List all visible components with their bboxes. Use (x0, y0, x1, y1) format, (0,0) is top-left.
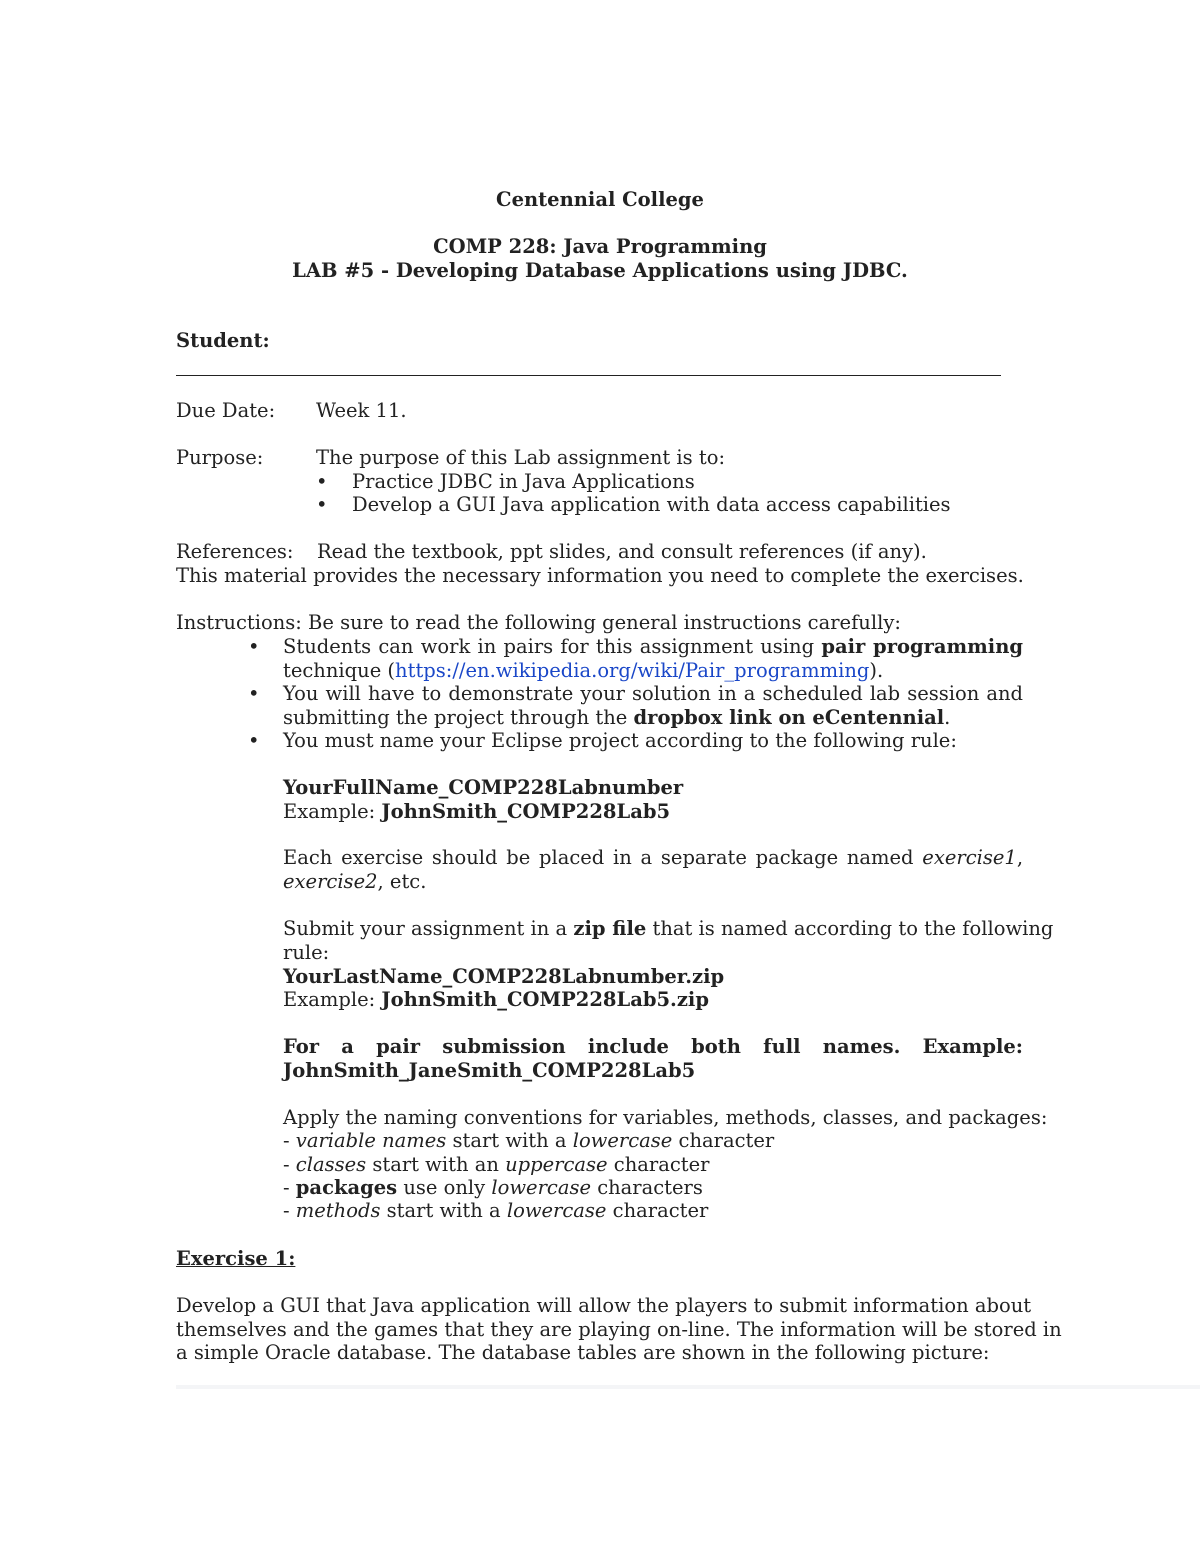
course-title: COMP 228: Java Programming (433, 235, 767, 258)
bullet-icon: • (248, 635, 260, 658)
purpose-label: Purpose: (176, 446, 264, 469)
student-name-line (176, 375, 1001, 376)
project-name-rule: YourFullName_COMP228Labnumber (283, 776, 684, 799)
convention-term: variable names (295, 1129, 447, 1152)
package-text: Each exercise should be placed in a separate package named (283, 846, 914, 869)
purpose-intro: The purpose of this Lab assignment is to: (316, 446, 726, 469)
instruction-text: submitting the project through the (283, 706, 628, 729)
pair-submission-line1: For a pair submission include both full names. Example: (283, 1035, 1023, 1058)
due-date-value: Week 11. (316, 399, 407, 422)
bullet-icon: • (248, 729, 260, 752)
instruction-text: technique ( (283, 659, 396, 682)
pair-submission-line2: JohnSmith_JaneSmith_COMP228Lab5 (283, 1059, 696, 1082)
zip-text: that is named according to the following (652, 917, 1054, 940)
instruction-bold: pair programming (821, 635, 1024, 658)
convention-text: characters (597, 1176, 703, 1199)
example-value: JohnSmith_COMP228Lab5.zip (381, 988, 709, 1011)
convention-text: start with an (372, 1153, 499, 1176)
bullet-icon: • (316, 470, 328, 493)
dash: - (283, 1153, 290, 1176)
due-date-label: Due Date: (176, 399, 276, 422)
instruction-item-2-cont (283, 706, 950, 730)
convention-text: character (613, 1153, 710, 1176)
zip-rule-line1 (283, 917, 1054, 941)
exercise1-heading: Exercise 1: (176, 1247, 296, 1270)
package-rule-line1 (283, 846, 1023, 870)
example-label: Example: (283, 800, 376, 823)
bullet-icon: • (316, 493, 328, 516)
instructions-intro: Instructions: Be sure to read the following general instructions carefully: (176, 611, 901, 634)
convention-text: character (612, 1199, 709, 1222)
convention-item (283, 1176, 703, 1200)
college-title: Centennial College (496, 188, 704, 211)
package-rule-line2 (283, 870, 426, 894)
references-label: References: (176, 540, 294, 563)
conventions-intro: Apply the naming conventions for variables, methods, classes, and packages: (283, 1106, 1048, 1129)
convention-keyword: uppercase (505, 1153, 608, 1176)
dash: - (283, 1176, 290, 1199)
exercise1-line: themselves and the games that they are playing on-line. The information will be stored in (176, 1318, 1062, 1341)
exercise1-line: Develop a GUI that Java application will allow the players to submit information about (176, 1294, 1032, 1317)
dash: - (283, 1129, 290, 1152)
zip-name-rule: YourLastName_COMP228Labnumber.zip (283, 965, 725, 988)
convention-text: start with a (452, 1129, 567, 1152)
bullet-icon: • (248, 682, 260, 705)
project-name-example (283, 800, 670, 824)
package-name: exercise2 (283, 870, 378, 893)
convention-text: start with a (386, 1199, 501, 1222)
instruction-item-3: You must name your Eclipse project according to the following rule: (283, 729, 957, 752)
example-value: JohnSmith_COMP228Lab5 (381, 800, 671, 823)
purpose-item: Practice JDBC in Java Applications (352, 470, 695, 493)
convention-item (283, 1153, 709, 1177)
convention-item (283, 1129, 774, 1153)
instruction-item-1 (283, 635, 1023, 659)
references-line2: This material provides the necessary information you need to complete the exercises. (176, 564, 1024, 587)
convention-term: methods (295, 1199, 381, 1222)
wikipedia-link[interactable]: https://en.wikipedia.org/wiki/Pair_programming (395, 659, 870, 682)
instruction-item-1-cont (283, 659, 883, 683)
convention-term: packages (295, 1176, 398, 1199)
purpose-item: Develop a GUI Java application with data access capabilities (352, 493, 951, 516)
instruction-text: Students can work in pairs for this assignment using (283, 635, 815, 658)
references-text: Read the textbook, ppt slides, and consult references (if any). (317, 540, 927, 563)
student-label: Student: (176, 329, 270, 352)
instruction-text: ). (869, 659, 884, 682)
convention-term: classes (295, 1153, 367, 1176)
package-text: , etc. (377, 870, 427, 893)
zip-bold: zip file (573, 917, 647, 940)
zip-name-example (283, 988, 709, 1012)
instruction-item-2: You will have to demonstrate your solution in a scheduled lab session and (283, 682, 1023, 705)
convention-text: use only (403, 1176, 486, 1199)
package-comma: , (1016, 846, 1024, 869)
lab-title: LAB #5 - Developing Database Applications using JDBC. (292, 259, 908, 282)
zip-rule-line2: rule: (283, 941, 330, 964)
package-name: exercise1 (922, 846, 1017, 869)
convention-text: character (678, 1129, 775, 1152)
convention-item (283, 1199, 708, 1223)
convention-keyword: lowercase (506, 1199, 607, 1222)
instruction-bold: dropbox link on eCentennial (633, 706, 945, 729)
convention-keyword: lowercase (491, 1176, 591, 1199)
convention-keyword: lowercase (572, 1129, 673, 1152)
zip-text: Submit your assignment in a (283, 917, 568, 940)
dash: - (283, 1199, 290, 1222)
exercise1-line: a simple Oracle database. The database tables are shown in the following picture: (176, 1341, 990, 1364)
example-label: Example: (283, 988, 376, 1011)
page-fade-divider (176, 1385, 1200, 1389)
instruction-text: . (944, 706, 951, 729)
